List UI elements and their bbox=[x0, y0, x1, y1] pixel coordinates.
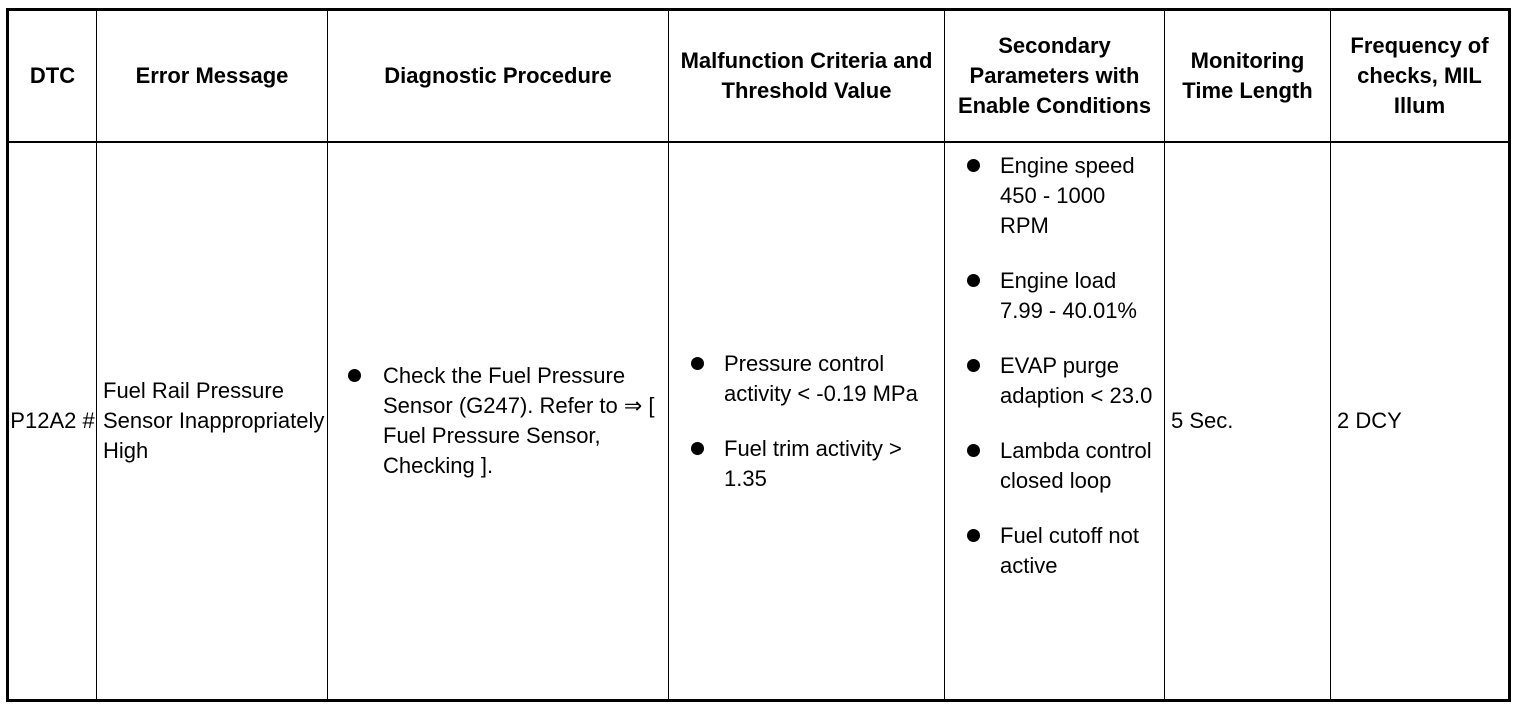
table-row bbox=[8, 142, 1510, 701]
header-monitoring-time: Monitoring Time Length bbox=[1165, 10, 1331, 143]
bullet-icon bbox=[691, 442, 704, 455]
procedure-item bbox=[328, 361, 668, 481]
condition-item bbox=[945, 436, 1164, 496]
condition-text: EVAP purge adaption < 23.0 bbox=[1000, 353, 1153, 408]
condition-text: Engine speed 450 - 1000 RPM bbox=[1000, 153, 1135, 238]
condition-item bbox=[945, 521, 1164, 581]
header-dtc: DTC bbox=[8, 10, 97, 143]
bullet-icon bbox=[967, 159, 980, 172]
condition-item bbox=[945, 151, 1164, 241]
condition-text: Lambda control closed loop bbox=[1000, 438, 1152, 493]
bullet-icon bbox=[348, 369, 361, 382]
criteria-item bbox=[669, 349, 944, 409]
frequency-cell: 2 DCY bbox=[1331, 142, 1510, 701]
bullet-icon bbox=[967, 359, 980, 372]
criteria-item bbox=[669, 434, 944, 494]
error-message-cell: Fuel Rail Pressure Sensor Inappropriately High bbox=[97, 142, 328, 701]
bullet-icon bbox=[967, 274, 980, 287]
bullet-icon bbox=[967, 529, 980, 542]
header-diagnostic-procedure: Diagnostic Procedure bbox=[328, 10, 669, 143]
procedure-text: Check the Fuel Pressure Sensor (G247). Refer to ⇒ [ Fuel Pressure Sensor, Checking ]. bbox=[383, 363, 655, 478]
condition-item bbox=[945, 266, 1164, 326]
header-secondary-parameters: Secondary Parameters with Enable Conditions bbox=[945, 10, 1165, 143]
bullet-icon bbox=[967, 444, 980, 457]
bullet-icon bbox=[691, 357, 704, 370]
header-frequency: Frequency of checks, MIL Illum bbox=[1331, 10, 1510, 143]
condition-text: Engine load 7.99 - 40.01% bbox=[1000, 268, 1137, 323]
secondary-parameters-cell bbox=[945, 142, 1165, 701]
dtc-table bbox=[6, 8, 1511, 702]
criteria-text: Pressure control activity < -0.19 MPa bbox=[724, 350, 918, 406]
dtc-code-cell: P12A2 # bbox=[8, 142, 97, 701]
criteria-list bbox=[669, 349, 944, 494]
malfunction-criteria-cell bbox=[669, 142, 945, 701]
header-malfunction-criteria: Malfunction Criteria and Threshold Value bbox=[669, 10, 945, 143]
condition-text: Fuel cutoff not active bbox=[1000, 523, 1140, 578]
header-row bbox=[8, 10, 1510, 143]
header-error-message: Error Message bbox=[97, 10, 328, 143]
conditions-list bbox=[945, 151, 1164, 581]
condition-item bbox=[945, 351, 1164, 411]
criteria-text: Fuel trim activity > 1.35 bbox=[724, 435, 902, 491]
monitoring-time-cell: 5 Sec. bbox=[1165, 142, 1331, 701]
diagnostic-procedure-cell bbox=[328, 142, 669, 701]
procedure-list bbox=[328, 361, 668, 481]
